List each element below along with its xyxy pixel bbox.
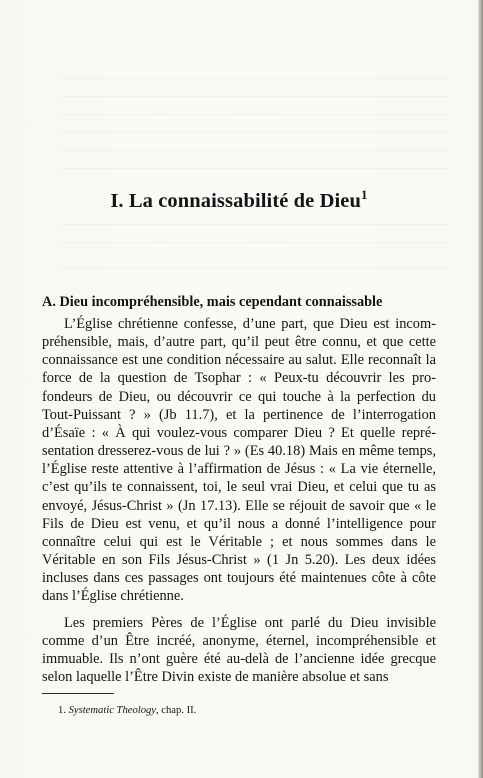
footnote-number: 1. [58,705,66,716]
bleed-through-running-head: · · · · · · · · · · · · · · [270,32,377,43]
footnote-rest: , chap. II. [156,705,197,716]
footnote-title: Systematic Theology [68,705,156,716]
bleed-through-line [60,96,450,97]
chapter-title-text: I. La connaissabilité de Dieu [110,190,362,212]
paragraph: L’Église chrétienne confesse, d’une part, que Dieu est incompréhensible, mais, d’autre part, qu’il peut être connu, et que cette connaissance est une condition nécessaire au salut. Elle reconnaît la force de la question de Tsophar : « Peux-tu découvrir les profondeurs de Dieu, ou découvrir ce qui touche à la perfection du Tout-Puissant ? » (Jb 11.7), et la pertinence de l’interrogation d’Ésaïe : « À qui voulez-vous comparer Dieu ? Et quelle représentation dresserez-vous de lui ? » (Es 40.18) Mais en même temps, l’Église reste attentive à l’affirmation de Jésus : « La vie éternelle, c’est qu’ils te connaissent, toi, le seul vrai Dieu, et celui que tu as envoyé, Jésus-Christ » (Jn 17.13). Elle se réjouit de savoir que « le Fils de Dieu est venu, et qu’il nous a donné l’intelligence pour connaître celui qui est le Véritable ; et nous sommes dans le Véritable en son Fils Jésus-Christ » (1 Jn 5.20). Les deux idées incluses dans ces passages ont toujours été maintenues côte à côte dans l’Église chrétienne. [42,316,436,605]
bleed-through-line [60,242,450,243]
bleed-through-line [60,78,450,79]
page-edge-shadow [478,0,483,778]
paragraph: Les premiers Pères de l’Église ont parlé du Dieu invisible comme d’un Être incréé, anonyme, éternel, incompréhensible et immuable. Ils n’ont guère été au-delà de l’ancienne idée grecque selon laquelle l’Être Divin existe de manière absolue et sans [42,614,436,685]
footnote-divider [42,693,114,694]
body-text [42,315,436,686]
footnote-reference: 1 [361,187,368,202]
bleed-through-line [60,224,450,225]
bleed-through-line [60,268,450,269]
bleed-through-line [60,168,450,169]
bleed-through-line [60,132,450,133]
bleed-through-line [60,114,450,115]
section-heading: A. Dieu incompréhensible, mais cependant connaissable [42,294,383,310]
footnote [58,705,196,716]
bleed-through-line [60,150,450,151]
chapter-title [0,187,478,213]
